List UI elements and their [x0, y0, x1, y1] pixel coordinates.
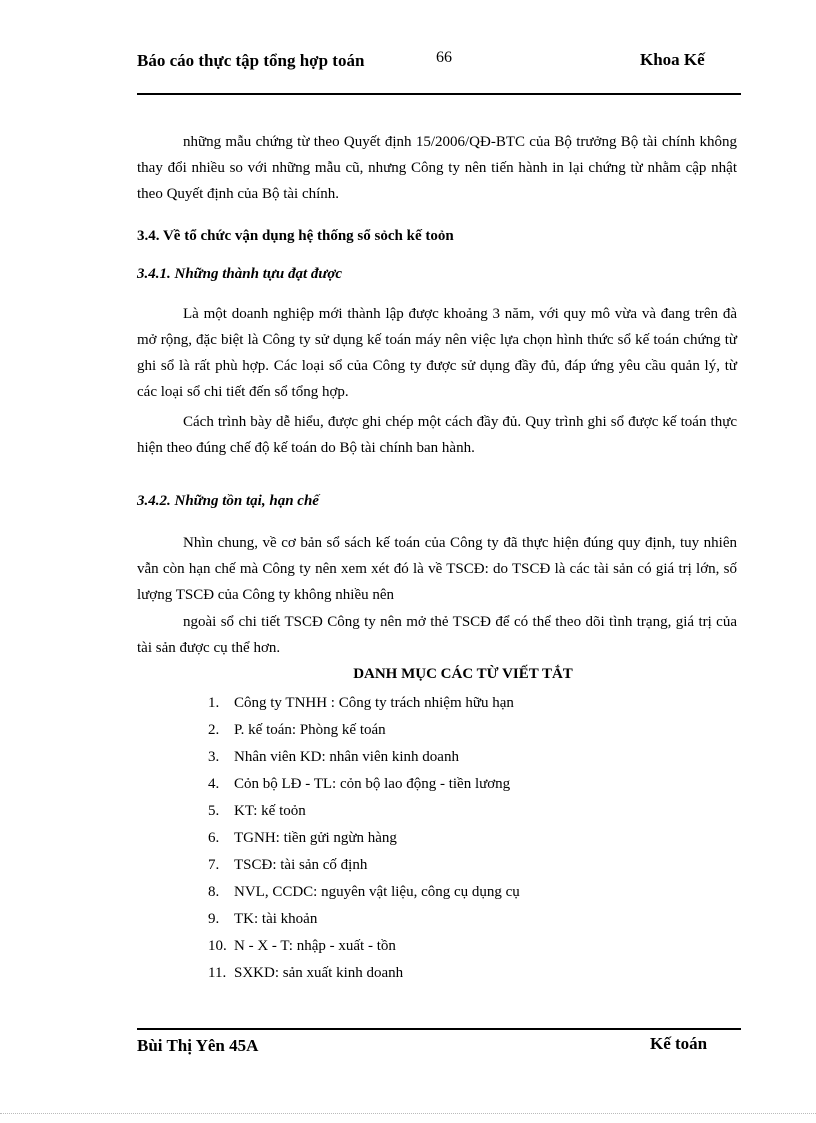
abbreviation-text: NVL, CCDC: nguyên vật liệu, công cụ dụng cụ [234, 884, 520, 900]
abbreviation-text: TSCĐ: tài sản cố định [234, 857, 368, 873]
abbreviation-item [208, 798, 520, 825]
abbreviation-text: TGNH: tiền gửi ngừn hàng [234, 830, 397, 846]
abbreviation-item [208, 933, 520, 960]
abbreviation-item [208, 852, 520, 879]
paragraph-3: Cách trình bày dễ hiểu, được ghi chép một cách đầy đủ. Quy trình ghi sổ được kế toán thực hiện theo đúng chế độ kế toán do Bộ tài chính ban hành. [137, 414, 737, 456]
abbreviation-number: 11. [208, 965, 227, 981]
abbreviation-item [208, 825, 520, 852]
abbreviation-text: N - X - T: nhập - xuất - tồn [234, 938, 396, 954]
abbreviation-item [208, 717, 520, 744]
abbreviation-text: SXKD: sản xuất kinh doanh [234, 965, 404, 981]
abbreviation-number: 5. [208, 803, 220, 819]
section-heading: 3.4. Về tổ chức vận dụng hệ thống sổ sỏch kế toỏn [137, 228, 454, 244]
abbreviation-text: KT: kế toỏn [234, 803, 306, 819]
subsection-heading-1: 3.4.1. Những thành tựu đạt được [137, 266, 343, 282]
abbreviation-item [208, 879, 520, 906]
abbreviation-number: 1. [208, 695, 220, 711]
abbreviation-text: Nhân viên KD: nhân viên kinh doanh [234, 749, 459, 765]
abbreviation-list [208, 690, 520, 987]
abbreviation-number: 8. [208, 884, 220, 900]
abbreviation-item [208, 771, 520, 798]
abbreviation-list-title: DANH MỤC CÁC TỪ VIẾT TẮT [353, 666, 573, 682]
author-name: Bùi Thị Yên 45A [137, 1036, 259, 1055]
header-rule [137, 93, 741, 95]
abbreviation-number: 10. [208, 938, 227, 954]
page-number: 66 [436, 49, 452, 66]
abbreviation-item [208, 744, 520, 771]
abbreviation-item [208, 690, 520, 717]
abbreviation-item [208, 960, 520, 987]
page-bottom-border [0, 1113, 816, 1114]
abbreviation-number: 2. [208, 722, 220, 738]
paragraph-4: Nhìn chung, về cơ bản sổ sách kế toán của Công ty đã thực hiện đúng quy định, tuy nhiên vẫn còn hạn chế mà Công ty nên xem xét đó là về TSCĐ: do TSCĐ là các tài sản có giá trị lớn, số lượng TSCĐ của Công ty không nhiều nên [137, 535, 737, 603]
footer-rule [137, 1028, 741, 1030]
abbreviation-item [208, 906, 520, 933]
abbreviation-text: TK: tài khoản [234, 911, 318, 927]
abbreviation-text: Công ty TNHH : Công ty trách nhiệm hữu hạn [234, 695, 514, 711]
abbreviation-number: 4. [208, 776, 220, 792]
abbreviation-number: 3. [208, 749, 220, 765]
paragraph-2: Là một doanh nghiệp mới thành lập được khoảng 3 năm, với quy mô vừa và đang trên đà mở rộng, đặc biệt là Công ty sử dụng kế toán máy nên việc lựa chọn hình thức sổ kế toán chứng từ ghi sổ là rất phù hợp. Các loại sổ của Công ty được sử dụng đầy đủ, đáp ứng yêu cầu quản lý, từ các loại sổ chi tiết đến sổ tổng hợp. [137, 306, 737, 400]
header-title: Báo cáo thực tập tổng hợp toán [137, 51, 365, 70]
abbreviation-text: P. kế toán: Phòng kế toán [234, 722, 386, 738]
abbreviation-text: Cỏn bộ LĐ - TL: cỏn bộ lao động - tiền lương [234, 776, 511, 792]
paragraph-1: những mẫu chứng từ theo Quyết định 15/2006/QĐ-BTC của Bộ trưởng Bộ tài chính không thay đổi nhiều so với những mẫu cũ, nhưng Công ty nên tiến hành in lại chứng từ nhằm cập nhật theo Quyết định của Bộ tài chính. [137, 134, 737, 202]
abbreviation-number: 7. [208, 857, 220, 873]
abbreviation-number: 6. [208, 830, 220, 846]
abbreviation-number: 9. [208, 911, 220, 927]
subsection-heading-2: 3.4.2. Những tồn tại, hạn chế [137, 493, 319, 509]
header-department: Khoa Kế [640, 50, 705, 69]
paragraph-5: ngoài sổ chi tiết TSCĐ Công ty nên mở thẻ TSCĐ để có thể theo dõi tình trạng, giá trị của tài sản được cụ thể hơn. [137, 614, 737, 656]
footer-department: Kế toán [650, 1034, 708, 1053]
